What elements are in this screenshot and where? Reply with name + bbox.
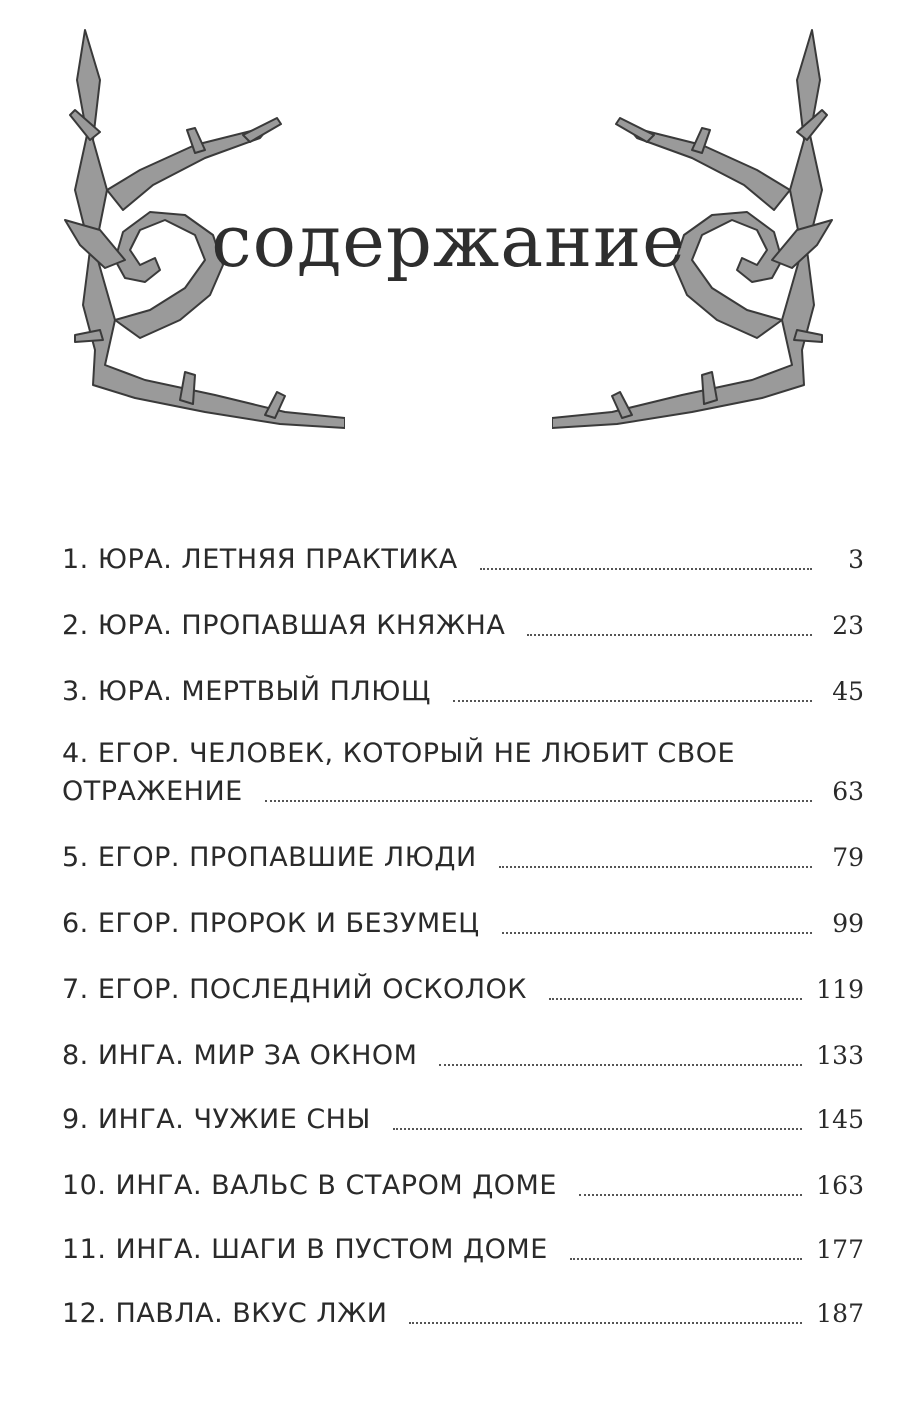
toc-entry-page: 23 bbox=[832, 611, 864, 640]
dot-leader bbox=[409, 1322, 802, 1324]
toc-entry-label: 12. ПАВЛА. ВКУС ЛЖИ bbox=[62, 1298, 388, 1329]
toc-entry-label: ОТРАЖЕНИЕ bbox=[62, 776, 243, 807]
toc-entry-page: 145 bbox=[816, 1105, 864, 1134]
toc-entry-label-line1: 4. ЕГОР. ЧЕЛОВЕК, КОТОРЫЙ НЕ ЛЮБИТ СВОЕ bbox=[62, 738, 736, 769]
dot-leader bbox=[502, 932, 812, 934]
toc-entry[interactable] bbox=[62, 540, 864, 580]
dot-leader bbox=[499, 866, 812, 868]
toc-entry-label: 10. ИНГА. ВАЛЬС В СТАРОМ ДОМЕ bbox=[62, 1170, 557, 1201]
toc-entry-page: 45 bbox=[832, 677, 864, 706]
toc-entry-label: 11. ИНГА. ШАГИ В ПУСТОМ ДОМЕ bbox=[62, 1234, 548, 1265]
toc-entry-label: 8. ИНГА. МИР ЗА ОКНОМ bbox=[62, 1040, 418, 1071]
toc-entry-page: 133 bbox=[816, 1041, 864, 1070]
toc-entry-page: 3 bbox=[848, 545, 864, 574]
toc-entry[interactable] bbox=[62, 606, 864, 646]
dot-leader bbox=[453, 700, 812, 702]
toc-entry-page: 99 bbox=[832, 909, 864, 938]
dot-leader bbox=[265, 800, 812, 802]
toc-entry-label: 9. ИНГА. ЧУЖИЕ СНЫ bbox=[62, 1104, 371, 1135]
toc-entry[interactable] bbox=[62, 1166, 864, 1206]
toc-entry[interactable] bbox=[62, 1230, 864, 1270]
toc-entry-label: 1. ЮРА. ЛЕТНЯЯ ПРАКТИКА bbox=[62, 544, 458, 575]
toc-entry[interactable] bbox=[62, 1100, 864, 1140]
dot-leader bbox=[527, 634, 812, 636]
toc-entry-label: 7. ЕГОР. ПОСЛЕДНИЙ ОСКОЛОК bbox=[62, 974, 527, 1005]
toc-entry-line2 bbox=[62, 772, 864, 812]
dot-leader bbox=[480, 568, 812, 570]
toc-entry-label: 2. ЮРА. ПРОПАВШАЯ КНЯЖНА bbox=[62, 610, 506, 641]
toc-entry-page: 163 bbox=[816, 1171, 864, 1200]
dot-leader bbox=[439, 1064, 802, 1066]
dot-leader bbox=[579, 1194, 802, 1196]
toc-entry[interactable] bbox=[62, 672, 864, 712]
toc-entry-label: 5. ЕГОР. ПРОПАВШИЕ ЛЮДИ bbox=[62, 842, 477, 873]
toc-entry-label: 3. ЮРА. МЕРТВЫЙ ПЛЮЩ bbox=[62, 676, 431, 707]
toc-entry[interactable] bbox=[62, 1294, 864, 1334]
header bbox=[0, 0, 897, 460]
page-title: содержание bbox=[211, 199, 686, 283]
dot-leader bbox=[549, 998, 802, 1000]
toc-entry-page: 79 bbox=[832, 843, 864, 872]
table-of-contents bbox=[62, 540, 864, 1334]
toc-entry-page: 177 bbox=[816, 1235, 864, 1264]
toc-entry[interactable] bbox=[62, 1036, 864, 1076]
toc-entry-page: 187 bbox=[816, 1299, 864, 1328]
toc-entry[interactable] bbox=[62, 736, 864, 812]
toc-entry[interactable] bbox=[62, 970, 864, 1010]
dot-leader bbox=[570, 1258, 803, 1260]
toc-entry-page: 119 bbox=[816, 975, 864, 1004]
dot-leader bbox=[393, 1128, 802, 1130]
toc-entry[interactable] bbox=[62, 838, 864, 878]
toc-entry-page: 63 bbox=[832, 777, 864, 806]
toc-entry-label: 6. ЕГОР. ПРОРОК И БЕЗУМЕЦ bbox=[62, 908, 480, 939]
toc-entry[interactable] bbox=[62, 904, 864, 944]
